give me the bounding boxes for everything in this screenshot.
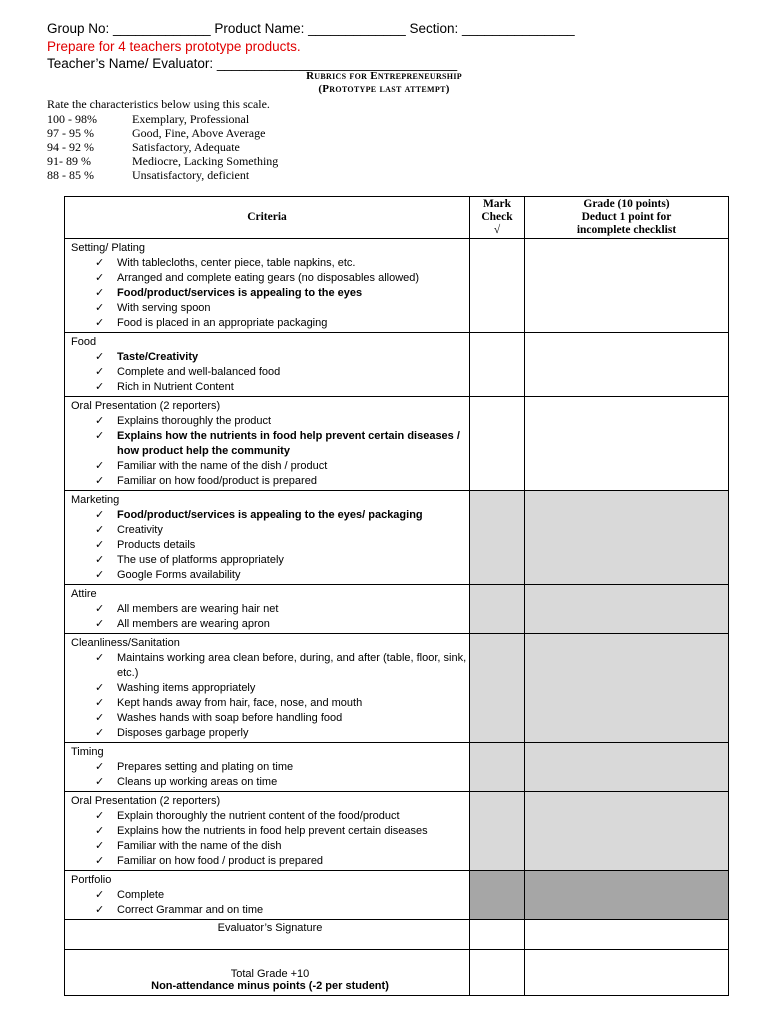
checkmark-icon: ✓ <box>95 652 105 664</box>
criteria-section-row <box>65 491 729 585</box>
criteria-cell <box>65 743 470 792</box>
checkmark-icon: ✓ <box>95 904 105 916</box>
checklist-item-text: Kept hands away from hair, face, nose, and mouth <box>117 697 363 709</box>
mark-check-cell[interactable] <box>470 333 525 397</box>
grade-header-line: incomplete checklist <box>576 224 677 236</box>
document-title: Rubrics for Entrepreneurship <box>306 70 462 82</box>
checklist-item <box>71 888 469 903</box>
checklist-item-text: Familiar with the name of the dish / product <box>117 460 328 472</box>
criteria-cell <box>65 491 470 585</box>
checkmark-icon: ✓ <box>95 430 105 442</box>
checkmark-icon: ✓ <box>95 682 105 694</box>
total-cell <box>65 950 470 996</box>
scale-description: Unsatisfactory, deficient <box>132 168 250 182</box>
checklist-item-text: Maintains working area clean before, during, and after (table, floor, sink, etc.) <box>117 652 467 679</box>
scale-range: 94 - 92 % <box>47 140 94 154</box>
checkmark-icon: ✓ <box>95 554 105 566</box>
signature-mark-cell[interactable] <box>470 920 525 950</box>
checklist-item <box>71 568 469 583</box>
grade-header <box>525 197 729 239</box>
checklist-item <box>71 508 469 523</box>
grade-cell[interactable] <box>525 585 729 634</box>
grade-cell[interactable] <box>525 491 729 585</box>
section-title: Attire <box>71 588 97 600</box>
grade-header-line: Deduct 1 point for <box>581 211 672 223</box>
checklist-item <box>71 538 469 553</box>
checklist-item <box>71 380 469 395</box>
mark-check-header-line: Check <box>481 211 513 223</box>
section-title: Oral Presentation (2 reporters) <box>71 795 221 807</box>
checkmark-icon: ✓ <box>95 415 105 427</box>
checklist-item <box>71 301 469 316</box>
checkmark-icon: ✓ <box>95 524 105 536</box>
checklist-item <box>71 809 469 824</box>
checklist-item-text: Familiar on how food/product is prepared <box>117 475 317 487</box>
checkmark-icon: ✓ <box>95 460 105 472</box>
section-title: Setting/ Plating <box>71 242 145 254</box>
checklist-item <box>71 602 469 617</box>
checkmark-icon: ✓ <box>95 810 105 822</box>
checkmark-icon: ✓ <box>95 351 105 363</box>
criteria-section-row <box>65 792 729 871</box>
checklist-item <box>71 365 469 380</box>
section-title: Food <box>71 336 97 348</box>
mark-check-cell[interactable] <box>470 871 525 920</box>
checklist-item <box>71 286 469 301</box>
signature-grade-cell[interactable] <box>525 920 729 950</box>
checklist-item <box>71 854 469 869</box>
checkmark-icon: ✓ <box>95 697 105 709</box>
checklist-item-text: Explains thoroughly the product <box>117 415 272 427</box>
checklist-item <box>71 760 469 775</box>
scale-range: 91- 89 % <box>47 154 91 168</box>
criteria-cell <box>65 333 470 397</box>
grade-header-line: Grade (10 points) <box>583 198 670 210</box>
criteria-section-row <box>65 239 729 333</box>
checkmark-icon: ✓ <box>95 569 105 581</box>
checkmark-icon: ✓ <box>95 317 105 329</box>
checklist-item <box>71 696 469 711</box>
grade-cell[interactable] <box>525 792 729 871</box>
checklist-item-text: Washes hands with soap before handling food <box>117 712 343 724</box>
checklist-item <box>71 256 469 271</box>
section-title: Timing <box>71 746 104 758</box>
checklist-item-text: Familiar on how food / product is prepared <box>117 855 324 867</box>
total-grade-label: Total Grade +10 <box>230 968 310 980</box>
checkmark-icon: ✓ <box>95 475 105 487</box>
checklist-item-text: Creativity <box>117 524 163 536</box>
checklist-item-text: Explain thoroughly the nutrient content of the food/product <box>117 810 400 822</box>
checklist-item-text: With tablecloths, center piece, table napkins, etc. <box>117 257 356 269</box>
checklist-item <box>71 474 469 489</box>
mark-check-cell[interactable] <box>470 397 525 491</box>
total-grade-cell[interactable] <box>525 950 729 996</box>
checkmark-icon: ✓ <box>95 618 105 630</box>
checklist-item-text: Taste/Creativity <box>117 351 199 363</box>
scale-row <box>47 126 265 141</box>
criteria-cell <box>65 792 470 871</box>
scale-row <box>47 168 249 183</box>
evaluator-line: Teacher’s Name/ Evaluator: ________________________________ <box>47 56 458 71</box>
prototype-note: Prepare for 4 teachers prototype products. <box>47 39 301 54</box>
checklist-item-text: Complete and well-balanced food <box>117 366 281 378</box>
criteria-section-row <box>65 397 729 491</box>
mark-check-header <box>470 197 525 239</box>
checkmark-icon: ✓ <box>95 776 105 788</box>
checkmark-icon: ✓ <box>95 825 105 837</box>
scale-description: Mediocre, Lacking Something <box>132 154 279 168</box>
checklist-item <box>71 429 469 459</box>
mark-check-cell[interactable] <box>470 491 525 585</box>
checklist-item <box>71 617 469 632</box>
scale-description: Exemplary, Professional <box>132 112 250 126</box>
document-subtitle: (Prototype last attempt) <box>318 83 450 95</box>
checklist-item-text: Arranged and complete eating gears (no disposables allowed) <box>117 272 420 284</box>
checklist-item <box>71 824 469 839</box>
checkmark-icon: ✓ <box>95 712 105 724</box>
grade-cell[interactable] <box>525 743 729 792</box>
scale-row <box>47 112 249 127</box>
checklist-item-text: With serving spoon <box>117 302 211 314</box>
mark-check-cell[interactable] <box>470 634 525 743</box>
scale-range: 97 - 95 % <box>47 126 94 140</box>
criteria-section-row <box>65 333 729 397</box>
checklist-item <box>71 839 469 854</box>
checkmark-icon: ✓ <box>95 539 105 551</box>
checklist-item-text: Prepares setting and plating on time <box>117 761 294 773</box>
checkmark-icon: ✓ <box>95 381 105 393</box>
mark-check-cell[interactable] <box>470 792 525 871</box>
criteria-header: Criteria <box>65 197 470 239</box>
criteria-section-row <box>65 743 729 792</box>
section-title: Marketing <box>71 494 120 506</box>
checklist-item <box>71 316 469 331</box>
checklist-item <box>71 414 469 429</box>
checkmark-icon: ✓ <box>95 889 105 901</box>
checklist-item <box>71 903 469 918</box>
checkmark-icon: ✓ <box>95 840 105 852</box>
section-title: Oral Presentation (2 reporters) <box>71 400 221 412</box>
grade-cell[interactable] <box>525 239 729 333</box>
check-mark-symbol: √ <box>493 224 501 236</box>
mark-check-cell[interactable] <box>470 743 525 792</box>
checklist-item-text: Explains how the nutrients in food help prevent certain diseases / how product help the community <box>117 430 460 457</box>
checklist-item-text: Explains how the nutrients in food help prevent certain diseases <box>117 825 428 837</box>
checkmark-icon: ✓ <box>95 761 105 773</box>
checklist-item-text: Cleans up working areas on time <box>117 776 278 788</box>
scale-range: 88 - 85 % <box>47 168 94 182</box>
checklist-item-text: The use of platforms appropriately <box>117 554 284 566</box>
scale-range: 100 - 98% <box>47 112 97 126</box>
checklist-item-text: Familiar with the name of the dish <box>117 840 282 852</box>
criteria-cell <box>65 239 470 333</box>
checklist-item-text: Food is placed in an appropriate packaging <box>117 317 328 329</box>
checklist-item <box>71 350 469 365</box>
criteria-cell <box>65 397 470 491</box>
section-title: Portfolio <box>71 874 112 886</box>
checklist-item-text: All members are wearing hair net <box>117 603 279 615</box>
checkmark-icon: ✓ <box>95 302 105 314</box>
checklist-item-text: Washing items appropriately <box>117 682 256 694</box>
rubric-table <box>64 196 729 996</box>
mark-check-header-line: Mark <box>482 198 512 210</box>
checklist-item <box>71 553 469 568</box>
checklist-item <box>71 681 469 696</box>
checklist-item-text: Products details <box>117 539 196 551</box>
checkmark-icon: ✓ <box>95 287 105 299</box>
checklist-item <box>71 271 469 286</box>
grade-cell[interactable] <box>525 397 729 491</box>
non-attendance-label: Non-attendance minus points (-2 per student) <box>151 980 389 992</box>
scale-row <box>47 154 278 169</box>
grade-cell[interactable] <box>525 634 729 743</box>
signature-row <box>65 920 729 950</box>
criteria-section-row <box>65 585 729 634</box>
checklist-item <box>71 651 469 681</box>
checklist-item <box>71 523 469 538</box>
total-mark-cell[interactable] <box>470 950 525 996</box>
checkmark-icon: ✓ <box>95 366 105 378</box>
checklist-item-text: Complete <box>117 889 165 901</box>
criteria-cell <box>65 634 470 743</box>
scale-description: Good, Fine, Above Average <box>132 126 266 140</box>
checklist-item-text: Food/product/services is appealing to the eyes <box>117 287 363 299</box>
checklist-item <box>71 775 469 790</box>
checklist-item <box>71 459 469 474</box>
checkmark-icon: ✓ <box>95 509 105 521</box>
checklist-item <box>71 726 469 741</box>
grade-cell[interactable] <box>525 333 729 397</box>
criteria-cell <box>65 585 470 634</box>
criteria-section-row <box>65 634 729 743</box>
section-title: Cleanliness/Sanitation <box>71 637 180 649</box>
checklist-item-text: All members are wearing apron <box>117 618 270 630</box>
signature-label: Evaluator’s Signature <box>65 920 470 950</box>
grade-cell[interactable] <box>525 871 729 920</box>
scale-intro: Rate the characteristics below using this scale. <box>47 97 270 111</box>
mark-check-cell[interactable] <box>470 239 525 333</box>
total-row <box>65 950 729 996</box>
checklist-item-text: Google Forms availability <box>117 569 241 581</box>
criteria-cell <box>65 871 470 920</box>
rubric-body <box>65 239 729 996</box>
checklist-item <box>71 711 469 726</box>
checklist-item-text: Correct Grammar and on time <box>117 904 264 916</box>
group-product-section-line: Group No: _____________ Product Name: _____________ Section: _______________ <box>47 21 575 36</box>
checklist-item-text: Rich in Nutrient Content <box>117 381 234 393</box>
checkmark-icon: ✓ <box>95 855 105 867</box>
mark-check-cell[interactable] <box>470 585 525 634</box>
checklist-item-text: Food/product/services is appealing to the eyes/ packaging <box>117 509 423 521</box>
checkmark-icon: ✓ <box>95 603 105 615</box>
scale-row <box>47 140 240 155</box>
scale-description: Satisfactory, Adequate <box>132 140 240 154</box>
checkmark-icon: ✓ <box>95 257 105 269</box>
checkmark-icon: ✓ <box>95 272 105 284</box>
checklist-item-text: Disposes garbage properly <box>117 727 249 739</box>
checkmark-icon: ✓ <box>95 727 105 739</box>
criteria-section-row <box>65 871 729 920</box>
